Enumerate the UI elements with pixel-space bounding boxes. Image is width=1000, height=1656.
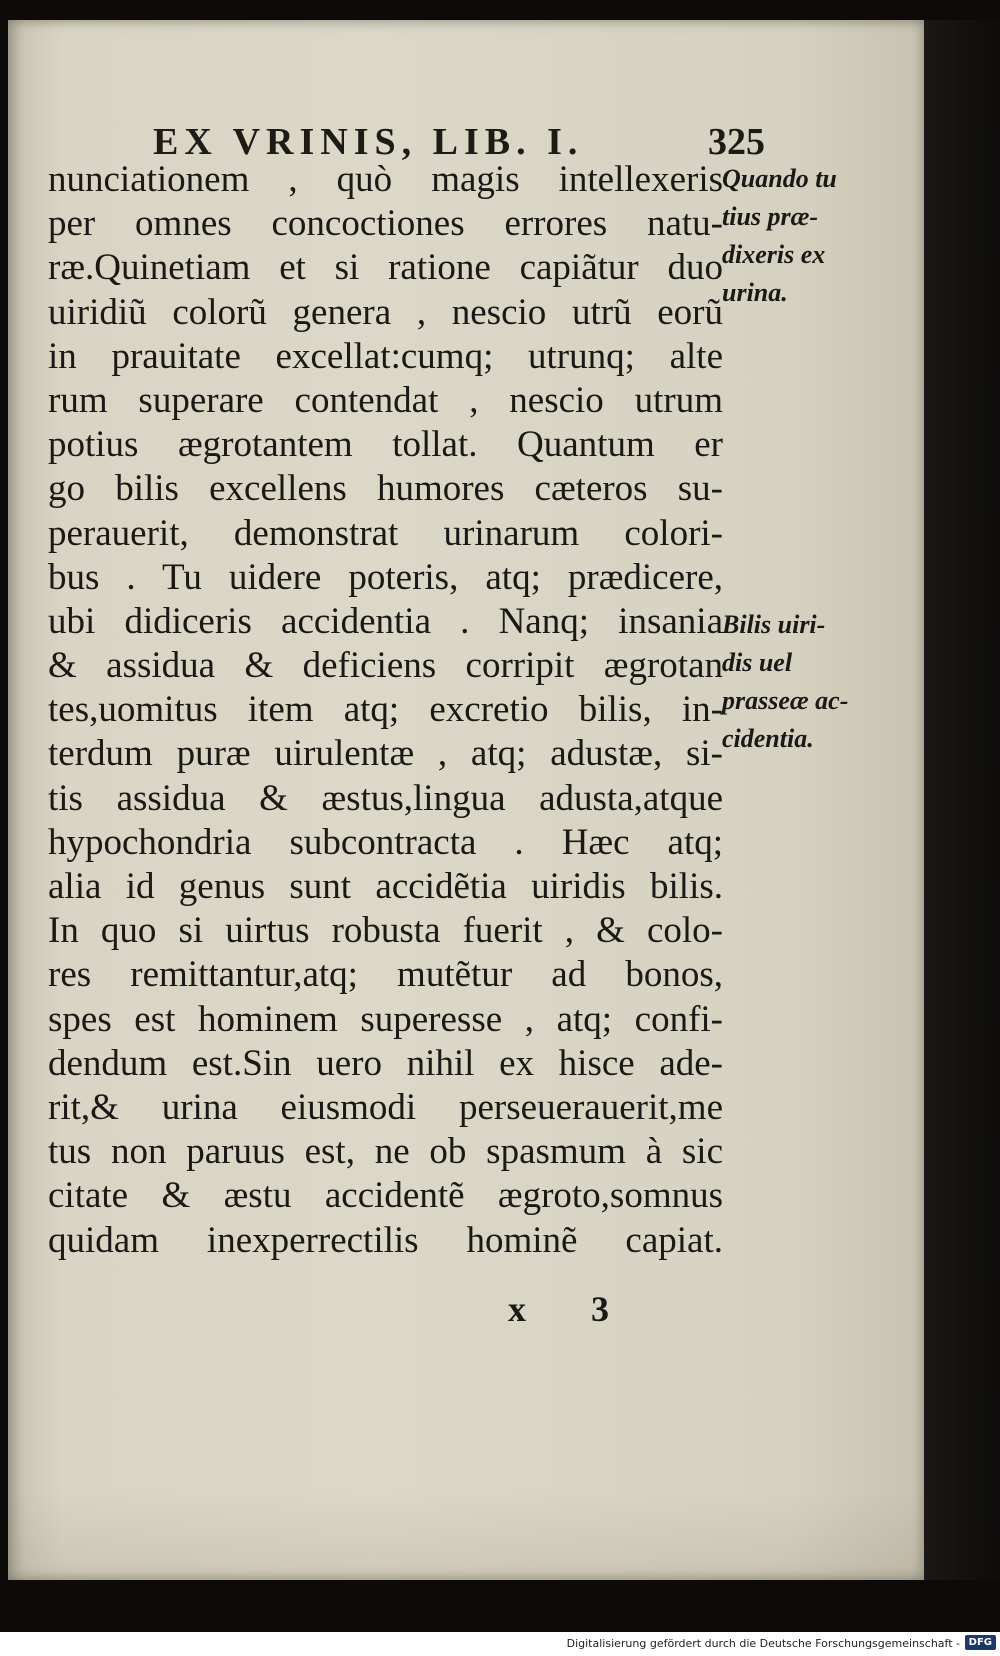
page-number: 325: [708, 121, 765, 163]
dfg-logo: DFG: [965, 1635, 996, 1650]
margin-note-line: Bilis uiri-: [722, 610, 826, 639]
text-line: perauerit, demonstrat urinarum colori-: [48, 512, 723, 554]
text-line: ubi didiceris accidentia . Nanq; insania: [48, 600, 723, 642]
margin-note-line: urina.: [722, 278, 788, 307]
text-line: per omnes concoctiones errores natu-: [48, 203, 723, 245]
text-line: spes est hominem superesse , atq; confi-: [48, 998, 723, 1040]
text-line: go bilis excellens humores cæteros su-: [48, 468, 723, 510]
text-line: dendum est.Sin uero nihil ex hisce ade-: [48, 1042, 723, 1084]
margin-note-urine-prediction: [722, 160, 872, 312]
footer-bar: [0, 1632, 1000, 1656]
margin-note-line: Quando tu: [722, 164, 837, 193]
text-line: In quo si uirtus robusta fuerit , & colo-: [48, 910, 723, 952]
margin-note-line: cidentia.: [722, 724, 814, 753]
margin-note-line: dis uel: [722, 648, 793, 677]
funding-credit: Digitalisierung gefördert durch die Deutsche Forschungsgemeinschaft -: [566, 1637, 960, 1650]
text-line: rum superare contendat , nescio utrum: [48, 379, 723, 421]
text-line: tes,uomitus item atq; excretio bilis, in-: [48, 689, 723, 731]
margin-note-line: dixeris ex: [722, 240, 826, 269]
text-line: ræ.Quinetiam et si ratione capiãtur duo: [48, 247, 723, 289]
margin-note-line: tius præ-: [722, 202, 819, 231]
text-line: hypochondria subcontracta . Hæc atq;: [48, 821, 723, 863]
text-line: alia id genus sunt accidẽtia uiridis bilis.: [48, 866, 723, 907]
text-line: bus . Tu uidere poteris, atq; prædicere,: [48, 556, 723, 598]
margin-note-line: prasseæ ac-: [722, 686, 849, 715]
text-line: quidam inexperrectilis hominẽ capiat.: [48, 1219, 723, 1261]
text-line: citate & æstu accidentẽ ægroto,somnus: [48, 1175, 723, 1217]
text-line: res remittantur,atq; mutẽtur ad bonos,: [48, 954, 723, 996]
text-line: potius ægrotantem tollat. Quantum er: [48, 424, 723, 466]
book-page: [8, 20, 924, 1580]
text-line: & assidua & deficiens corripit ægrotan: [48, 645, 723, 687]
body-text: [48, 158, 723, 1263]
text-line: tus non paruus est, ne ob spasmum à sic: [48, 1131, 723, 1173]
text-line: uiridiũ colorũ genera , nescio utrũ eorũ: [48, 291, 723, 333]
text-line: nunciationem , quò magis intellexeris: [48, 159, 723, 200]
scan-border: [924, 20, 1000, 1580]
text-line: in prauitate excellat:cumq; utrunq; alte: [48, 335, 723, 377]
text-line: terdum puræ uirulentæ , atq; adustæ, si-: [48, 733, 723, 775]
signature-mark: x 3: [508, 1289, 637, 1329]
text-line: tis assidua & æstus,lingua adusta,atque: [48, 777, 723, 819]
text-line: rit,& urina eiusmodi perseuerauerit,me: [48, 1086, 723, 1128]
margin-note-bile-accidents: [722, 606, 872, 758]
running-head: EX VRINIS, LIB. I.: [153, 121, 584, 163]
